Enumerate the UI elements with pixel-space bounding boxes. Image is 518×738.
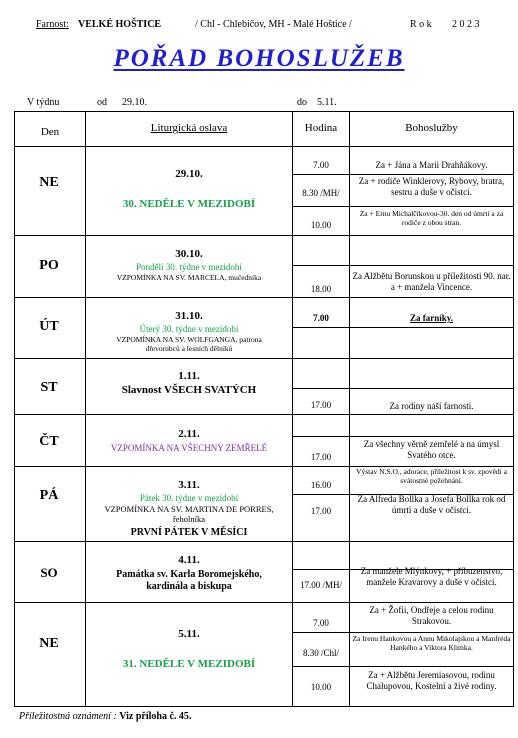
service-cell: Za + Jána a Marii Drahňákovy. [375, 160, 488, 170]
row-memorial: VZPOMÍNKA NA SV. MARCELA, mučedníka [116, 273, 262, 282]
hour-cell: 16.00 [310, 480, 332, 490]
day-label: PÁ [39, 488, 59, 503]
row-memorial: VZPOMÍNKA NA SV. MARTINA DE PORRES, řeholníka [104, 504, 274, 524]
day-label: NE [39, 636, 59, 651]
service-cell: Výstav N.S.O., adorace, příležitost k sv. zpovědi a svátostné požehnání. [356, 467, 507, 485]
hour-cell: 7.00 [313, 618, 329, 628]
row-note: PRVNÍ PÁTEK V MĚSÍCI [130, 527, 248, 538]
service-cell: Za Alžbětu Borunskou u příležitosti 90. nar. a + manžela Vincence. [352, 271, 511, 292]
row-feria: Úterý 30. týdne v mezidobí [139, 324, 239, 334]
filials-note: / Chl - Chlebičov, MH - Malé Hoštice / [195, 19, 352, 30]
hour-cell: 7.00 [313, 160, 329, 170]
week-from-label: od [97, 97, 107, 108]
service-cell: Za všechny věrně zemřelé a na úmysl Svatého otce. [363, 439, 500, 460]
col-header-day: Den [40, 126, 60, 138]
service-cell: Za + rodiče Winklerovy, Rybovy, bratra, sestru a duše v očistci. [358, 176, 505, 197]
parish-label: Farnost: [36, 19, 69, 30]
row-date: 5.11. [178, 628, 200, 640]
year-label: R o k [410, 19, 432, 30]
hour-cell: 17.00 [310, 452, 332, 462]
year-value: 2 0 2 3 [452, 19, 480, 30]
week-to: 5.11. [317, 97, 337, 108]
day-label: ČT [39, 434, 59, 449]
row-celebration: 30. NEDĚLE V MEZIDOBÍ [122, 198, 256, 210]
service-cell: Za manžele Mlýnkovy, + příbuzenstvo, manžele Kravarovy a duše v očistci. [360, 566, 503, 587]
row-date: 1.11. [178, 370, 200, 382]
footer [19, 711, 191, 722]
service-cell: Za Irenu Hankovou a Annu Mikolajskou a Manfréda Hankého a Viktora Klimka. [352, 634, 511, 652]
service-cell: Za Alfreda Bollka a Josefa Bollka rok od úmrtí a duše v očistci. [357, 494, 506, 515]
row-celebration: VZPOMÍNKA NA VŠECHNY ZEMŘELÉ [110, 443, 268, 453]
day-label: ST [40, 380, 58, 395]
day-label: ÚT [39, 319, 59, 334]
row-celebration: 31. NEDĚLE V MEZIDOBÍ [122, 658, 256, 670]
service-cell: Za + Ernu Michalčíkovou-30. den od úmrtí a za rodiče z obou stran. [359, 209, 504, 227]
day-label: SO [40, 565, 58, 580]
service-cell: Za rodiny naší farnosti. [389, 401, 474, 411]
row-feria: Pátek 30. týdne v mezidobí [139, 493, 239, 503]
week-label: V týdnu [27, 97, 60, 108]
service-cell: Za + Žofii, Ondřeje a celou rodinu Strakovou. [369, 605, 494, 626]
day-label: PO [39, 258, 59, 273]
col-header-services: Bohoslužby [405, 122, 458, 134]
footer-text: Viz příloha č. 45. [119, 711, 192, 722]
row-memorial: VZPOMÍNKA NA SV. WOLFGANGA, patrona dřevorubců a lesních dělníků [116, 335, 262, 353]
service-cell: Za + Alžbětu Jeremiasovou, rodinu Chalupovou, Kostelní a živé rodiny. [366, 670, 497, 691]
page-title: POŘAD BOHOSLUŽEB [113, 45, 405, 72]
row-date: 30.10. [175, 248, 203, 260]
footer-label: Příležitostná oznámení : [19, 711, 117, 722]
hour-cell: 7.00 [313, 313, 329, 323]
week-to-label: do [297, 97, 307, 108]
day-label: NE [39, 175, 59, 190]
parish-name: VELKÉ HOŠTICE [78, 19, 162, 30]
row-date: 29.10. [175, 168, 203, 180]
week-from: 29.10. [122, 97, 147, 108]
row-date: 2.11. [178, 428, 200, 440]
row-date: 31.10. [175, 310, 203, 322]
row-feria: Pondělí 30. týdne v mezidobí [136, 262, 242, 272]
hour-cell: 8.30 /MH/ [302, 188, 340, 198]
hour-cell: 17.00 [310, 506, 332, 516]
row-celebration: Památka sv. Karla Boromejského, kardinála a biskupa [116, 569, 262, 592]
row-celebration: Slavnost VŠECH SVATÝCH [121, 384, 257, 396]
row-date: 3.11. [178, 479, 200, 491]
hour-cell: 17.00 [310, 400, 332, 410]
hour-cell: 10.00 [310, 682, 332, 692]
hour-cell: 8.30 /Chl/ [302, 648, 339, 658]
service-cell: Za farníky. [409, 313, 453, 323]
col-header-hour: Hodina [304, 122, 338, 134]
hour-cell: 17.00 /MH/ [299, 580, 342, 590]
row-date: 4.11. [178, 554, 200, 566]
col-header-liturgy: Liturgická oslava [150, 122, 228, 134]
hour-cell: 18.00 [310, 284, 332, 294]
hour-cell: 10.00 [310, 220, 332, 230]
